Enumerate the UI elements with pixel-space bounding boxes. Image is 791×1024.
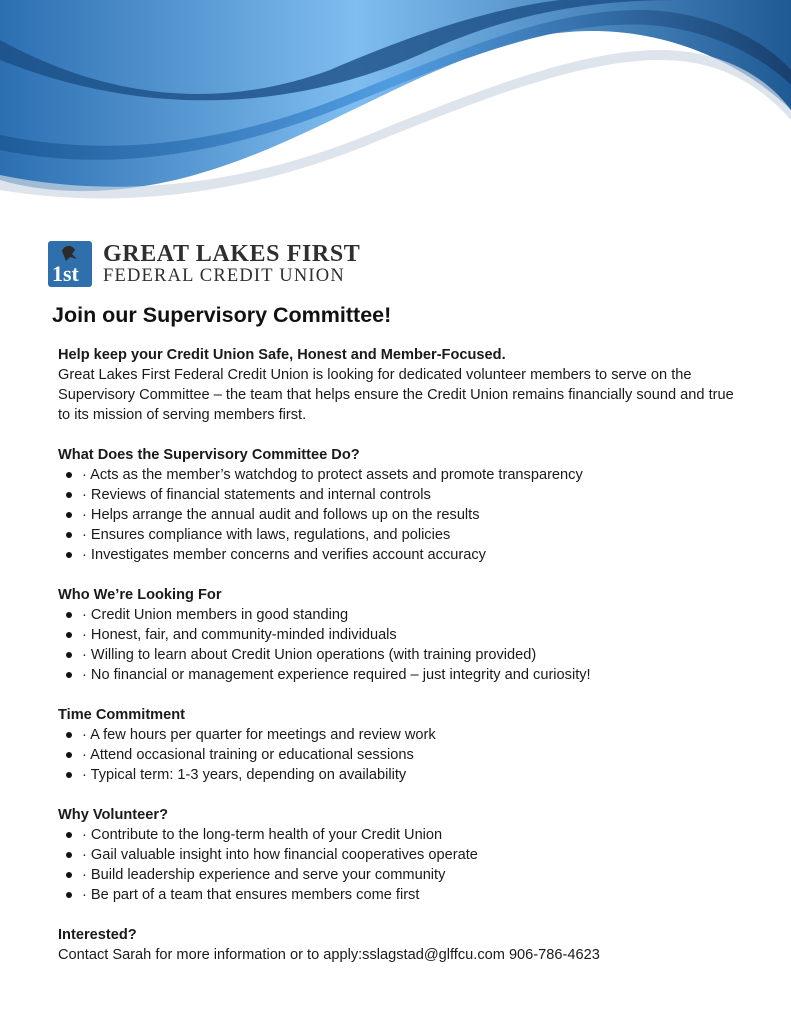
time-commitment-heading: Time Commitment [58,707,186,723]
list-item: · Be part of a team that ensures members come first [58,885,738,905]
why-volunteer-list [58,825,738,905]
looking-for-section [58,585,738,685]
list-item: · Ensures compliance with laws, regulations, and policies [58,525,738,545]
list-item: · Willing to learn about Credit Union operations (with training provided) [58,645,738,665]
list-item: · Acts as the member’s watchdog to protect assets and promote transparency [58,465,738,485]
list-item: · A few hours per quarter for meetings and review work [58,725,738,745]
logo-badge-text: 1st [52,261,79,286]
list-item: · Investigates member concerns and verifies account accuracy [58,545,738,565]
list-item: · Contribute to the long-term health of your Credit Union [58,825,738,845]
list-item: · Helps arrange the annual audit and follows up on the results [58,505,738,525]
duties-section [58,445,738,565]
list-item: · Reviews of financial statements and internal controls [58,485,738,505]
duties-list [58,465,738,565]
why-volunteer-section [58,805,738,905]
list-item: · Attend occasional training or educational sessions [58,745,738,765]
list-item: · Credit Union members in good standing [58,605,738,625]
interested-heading: Interested? [58,927,137,943]
time-commitment-section [58,705,738,785]
list-item: · No financial or management experience required – just integrity and curiosity! [58,665,738,685]
logo-name: GREAT LAKES FIRST [103,241,361,267]
logo-subtitle: FEDERAL CREDIT UNION [103,266,345,286]
intro-body: Great Lakes First Federal Credit Union is looking for dedicated volunteer members to serve on the Supervisory Committee – the team that helps ensure the Credit Union remains financially sound and true to its mission of serving members first. [58,367,734,423]
content [58,345,738,965]
list-item: · Honest, fair, and community-minded individuals [58,625,738,645]
duties-heading: What Does the Supervisory Committee Do? [58,447,360,463]
intro-heading: Help keep your Credit Union Safe, Honest and Member-Focused. [58,347,506,363]
intro-section [58,345,738,425]
contact-info: Contact Sarah for more information or to apply:sslagstad@glffcu.com 906-786-4623 [58,947,600,963]
list-item: · Build leadership experience and serve your community [58,865,738,885]
list-item: · Gail valuable insight into how financial cooperatives operate [58,845,738,865]
interested-section [58,925,738,965]
why-volunteer-heading: Why Volunteer? [58,807,168,823]
list-item: · Typical term: 1-3 years, depending on availability [58,765,738,785]
logo-badge-icon [48,241,92,287]
header-wave-graphic [0,0,791,210]
looking-for-list [58,605,738,685]
time-commitment-list [58,725,738,785]
looking-for-heading: Who We’re Looking For [58,587,222,603]
page-title: Join our Supervisory Committee! [52,303,392,327]
